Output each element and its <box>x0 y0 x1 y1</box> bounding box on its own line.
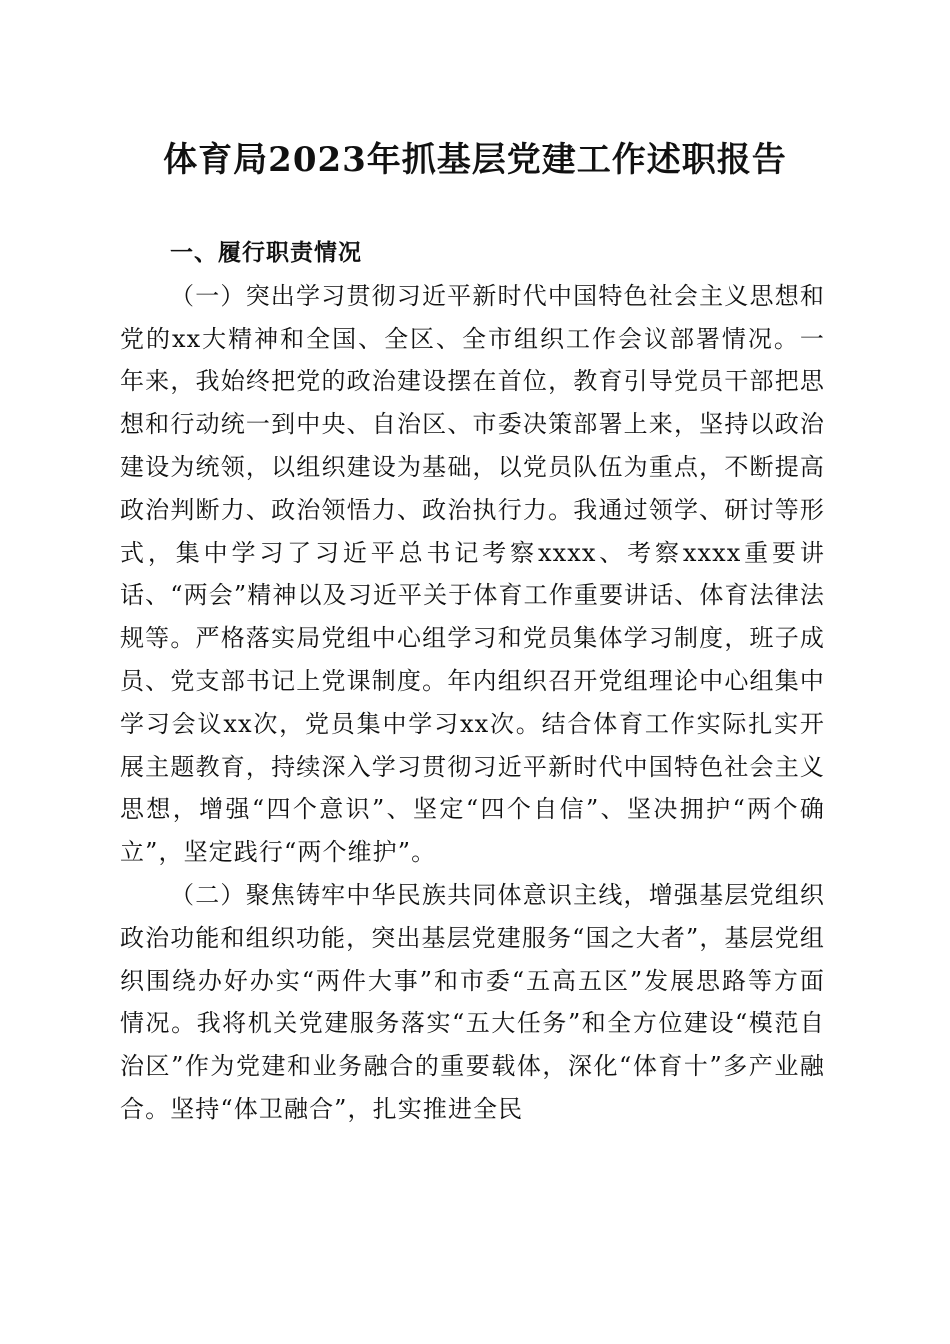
document-body <box>120 232 825 1131</box>
section-heading: 一、履行职责情况 <box>170 240 362 266</box>
paragraph-2: （二）聚焦铸牢中华民族共同体意识主线，增强基层党组织政治功能和组织功能，突出基层党建服务“国之大者”，基层党组织围绕办好办实“两件大事”和市委“五高五区”发展思路等方面情况。我将机关党建服务落实“五大任务”和全方位建设“模范自治区”作为党建和业务融合的重要载体，深化“体育十”多产业融合。坚持“体卫融合”，扎实推进全民 <box>120 880 825 1123</box>
paragraph-1: （一）突出学习贯彻习近平新时代中国特色社会主义思想和党的xx大精神和全国、全区、全市组织工作会议部署情况。一年来，我始终把党的政治建设摆在首位，教育引导党员干部把思想和行动统一到中央、自治区、市委决策部署上来，坚持以政治建设为统领，以组织建设为基础，以党员队伍为重点，不断提高政治判断力、政治领悟力、政治执行力。我通过领学、研讨等形式，集中学习了习近平总书记考察xxxx、考察xxxx重要讲话、“两会”精神以及习近平关于体育工作重要讲话、体育法律法规等。严格落实局党组中心组学习和党员集体学习制度，班子成员、党支部书记上党课制度。年内组织召开党组理论中心组集中学习会议xx次，党员集中学习xx次。结合体育工作实际扎实开展主题教育，持续深入学习贯彻习近平新时代中国特色社会主义思想，增强“四个意识”、坚定“四个自信”、坚决拥护“两个确立”，坚定践行“两个维护”。 <box>120 281 825 867</box>
document-title: 体育局2023年抓基层党建工作述职报告 <box>163 140 787 180</box>
